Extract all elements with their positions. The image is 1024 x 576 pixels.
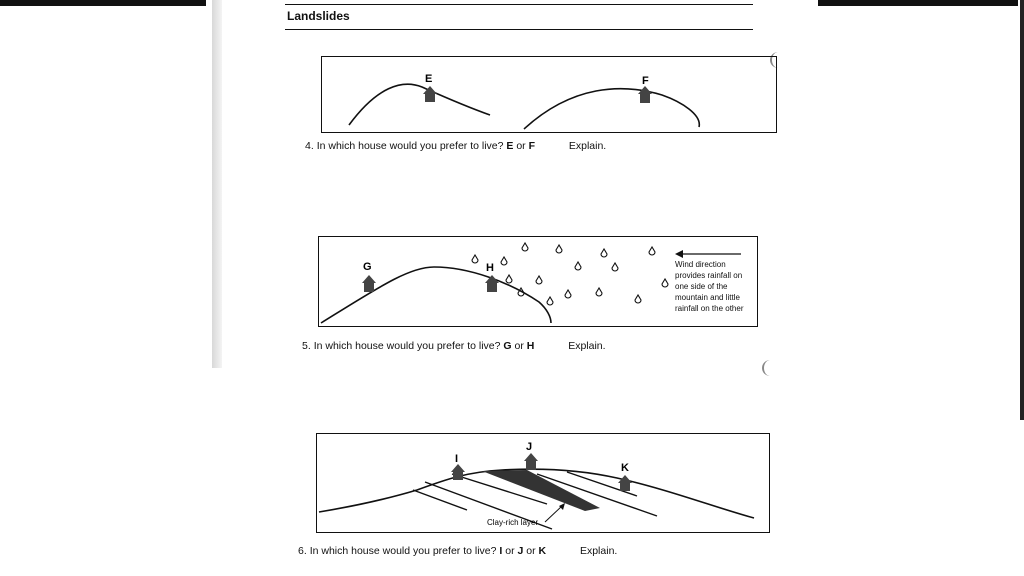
page-edge [1020, 0, 1024, 420]
raindrop-icon [506, 275, 512, 283]
q6-option-j: J [517, 545, 524, 557]
hill-right [524, 89, 699, 129]
house-i-icon [451, 464, 465, 480]
raindrop-icon [556, 245, 562, 253]
raindrop-icon [565, 290, 571, 298]
label-e: E [425, 73, 433, 85]
house-k-icon [618, 475, 632, 491]
figure3-drawing [317, 434, 771, 534]
q6-number: 6. [298, 545, 307, 557]
raindrop-icon [547, 297, 553, 305]
house-g-icon [362, 275, 376, 292]
raindrop-icon [601, 249, 607, 257]
q5-text: In which house would you prefer to live? [313, 340, 501, 352]
q6-or-1: or [505, 545, 515, 557]
top-rule [285, 4, 753, 5]
q4-or: or [516, 140, 526, 152]
raindrop-icon [649, 247, 655, 255]
q4-text: In which house would you prefer to live? [316, 140, 504, 152]
mountain [321, 267, 551, 323]
top-left-bar [0, 0, 206, 6]
figure-hills-e-f [321, 56, 777, 133]
label-j: J [526, 441, 533, 453]
q6-text: In which house would you prefer to live? [309, 545, 497, 557]
q5-option-h: H [526, 340, 535, 352]
raindrop-icon [662, 279, 668, 287]
figure1-drawing [322, 57, 778, 134]
top-right-bar [818, 0, 1018, 6]
clay-pointer-line [545, 506, 562, 522]
q5-explain: Explain. [568, 340, 606, 352]
house-f-icon [638, 86, 652, 103]
label-g: G [363, 261, 372, 273]
clay-label: Clay-rich layer [487, 518, 539, 527]
q6-option-i: I [499, 545, 503, 557]
wind-arrow-icon [675, 250, 683, 258]
wind-note: Wind direction provides rainfall on one side of the mountain and little rainfall on the other [675, 260, 744, 313]
question-5 [302, 340, 606, 352]
raindrop-icon [501, 257, 507, 265]
raindrop-icon [536, 276, 542, 284]
question-4 [305, 140, 606, 152]
q5-number: 5. [302, 340, 311, 352]
label-i: I [455, 453, 459, 465]
q6-option-k: K [538, 545, 547, 557]
q4-number: 4. [305, 140, 314, 152]
q4-option-f: F [528, 140, 536, 152]
raindrop-icon [612, 263, 618, 271]
figure-rainfall-g-h [318, 236, 758, 327]
label-f: F [642, 75, 649, 87]
binder-hole-icon [762, 360, 774, 376]
title-rule [285, 29, 753, 30]
house-h-icon [485, 275, 499, 292]
q4-option-e: E [506, 140, 514, 152]
label-k: K [621, 462, 629, 474]
label-h: H [486, 262, 494, 274]
rock-layer-line [413, 490, 467, 510]
raindrop-icon [522, 243, 528, 251]
q6-or-2: or [526, 545, 536, 557]
clay-pointer-icon [559, 503, 565, 510]
page-title: Landslides [287, 9, 350, 23]
raindrops [472, 243, 668, 305]
raindrop-icon [575, 262, 581, 270]
q5-option-g: G [503, 340, 512, 352]
q4-explain: Explain. [568, 140, 607, 152]
figure-clay-layer-i-j-k [316, 433, 770, 533]
question-6 [298, 545, 617, 557]
scan-shadow [212, 0, 222, 368]
raindrop-icon [596, 288, 602, 296]
raindrop-icon [635, 295, 641, 303]
house-j-icon [524, 453, 538, 470]
q5-or: or [514, 340, 524, 352]
q6-explain: Explain. [579, 545, 618, 557]
raindrop-icon [472, 255, 478, 263]
hill-left [349, 84, 490, 125]
